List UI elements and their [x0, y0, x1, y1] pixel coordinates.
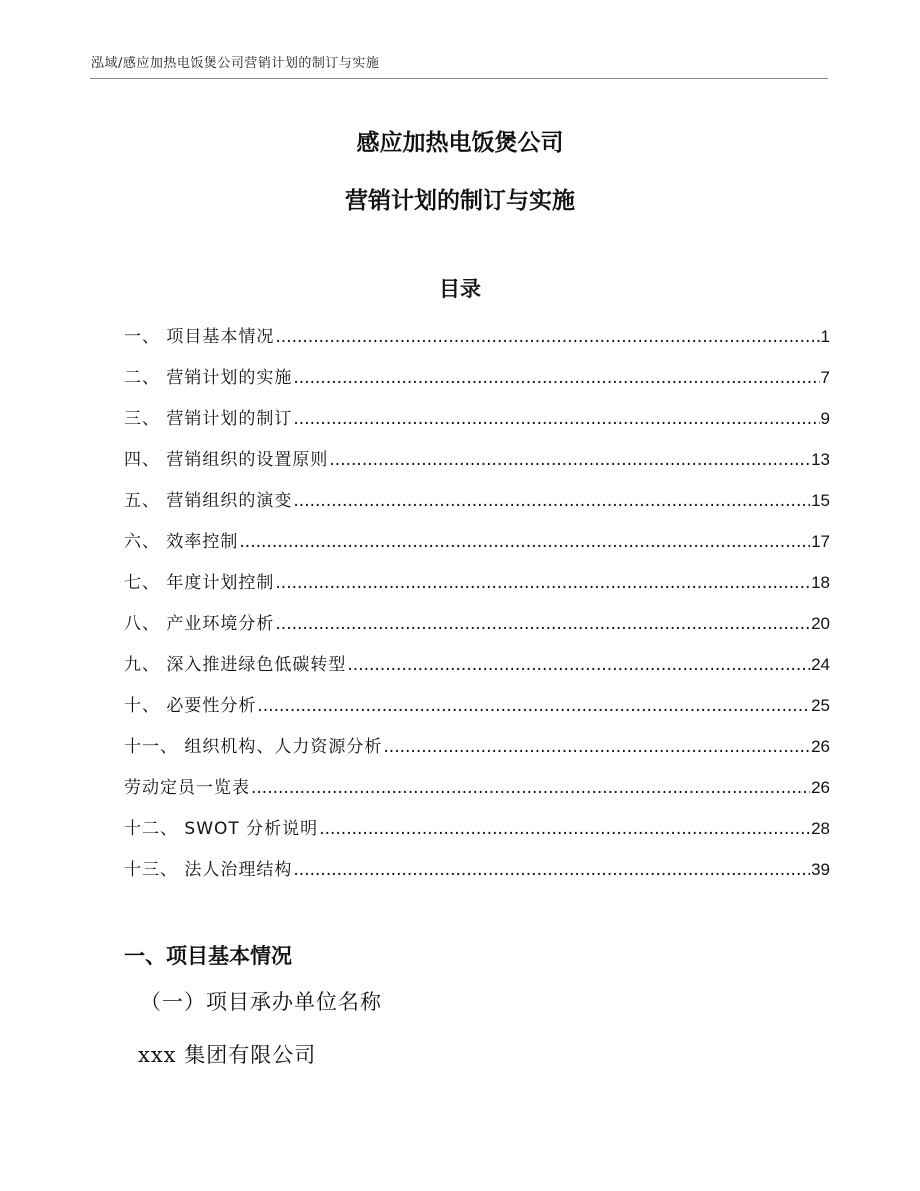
toc-entry-page: 25	[811, 696, 830, 715]
toc-entry-page: 17	[811, 532, 830, 551]
toc-entry-page: 18	[811, 573, 830, 592]
toc-leader-dots	[257, 691, 810, 721]
toc-entry-label: 六、 效率控制	[124, 532, 239, 552]
toc-leader-dots	[275, 568, 810, 598]
toc-entry[interactable]	[124, 609, 830, 650]
toc-entry[interactable]	[124, 445, 830, 486]
toc-entry-label: 八、 产业环境分析	[124, 614, 275, 634]
toc-entry-page: 26	[811, 778, 830, 797]
toc-entry-page: 13	[811, 450, 830, 469]
toc-entry[interactable]	[124, 814, 830, 855]
toc-entry-page: 28	[811, 819, 830, 838]
toc-entry-page: 39	[811, 860, 830, 879]
toc-entry-label: 三、 营销计划的制订	[124, 409, 293, 429]
document-title-line2: 营销计划的制订与实施	[345, 188, 575, 214]
toc-entry-page: 7	[820, 368, 830, 387]
document-title-line1: 感应加热电饭煲公司	[356, 130, 564, 156]
toc-leader-dots	[319, 814, 810, 844]
toc-leader-dots	[347, 650, 810, 680]
toc-leader-dots	[251, 773, 810, 803]
toc-entry[interactable]	[124, 363, 830, 404]
toc-entry-label: 十一、 组织机构、人力资源分析	[124, 737, 383, 757]
toc-entry[interactable]	[124, 732, 830, 773]
toc-entry-label: 一、 项目基本情况	[124, 327, 275, 347]
toc-entry[interactable]	[124, 773, 830, 814]
toc-entry-label: 十二、 SWOT 分析说明	[124, 819, 319, 839]
toc-leader-dots	[293, 404, 819, 434]
toc-entry-page: 15	[811, 491, 830, 510]
toc-leader-dots	[293, 855, 810, 885]
toc-entry[interactable]	[124, 486, 830, 527]
toc-leader-dots	[329, 445, 810, 475]
section-heading: 一、项目基本情况	[124, 944, 292, 968]
toc-entry-label: 劳动定员一览表	[124, 778, 250, 798]
toc-entry[interactable]	[124, 691, 830, 732]
toc-entry[interactable]	[124, 650, 830, 691]
table-of-contents	[124, 322, 830, 896]
toc-leader-dots	[383, 732, 810, 762]
toc-entry[interactable]	[124, 404, 830, 445]
toc-leader-dots	[293, 363, 819, 393]
body-paragraph: xxx 集团有限公司	[138, 1043, 317, 1067]
header-divider	[90, 78, 828, 79]
toc-entry-page: 20	[811, 614, 830, 633]
toc-heading: 目录	[439, 277, 481, 301]
toc-entry-label: 九、 深入推进绿色低碳转型	[124, 655, 347, 675]
toc-entry[interactable]	[124, 322, 830, 363]
toc-entry[interactable]	[124, 855, 830, 896]
toc-entry-label: 五、 营销组织的演变	[124, 491, 293, 511]
toc-entry-label: 二、 营销计划的实施	[124, 368, 293, 388]
toc-entry-label: 十三、 法人治理结构	[124, 860, 293, 880]
toc-leader-dots	[275, 609, 810, 639]
toc-entry-page: 24	[811, 655, 830, 674]
subsection-heading: （一）项目承办单位名称	[140, 990, 382, 1014]
toc-entry-page: 26	[811, 737, 830, 756]
toc-leader-dots	[239, 527, 810, 557]
toc-entry-label: 四、 营销组织的设置原则	[124, 450, 329, 470]
toc-entry-label: 十、 必要性分析	[124, 696, 257, 716]
toc-entry[interactable]	[124, 568, 830, 609]
toc-leader-dots	[275, 322, 819, 352]
toc-leader-dots	[293, 486, 810, 516]
toc-entry-page: 9	[820, 409, 830, 428]
toc-entry-page: 1	[820, 327, 830, 346]
running-header: 泓域/感应加热电饭煲公司营销计划的制订与实施	[91, 56, 380, 71]
toc-entry[interactable]	[124, 527, 830, 568]
toc-entry-label: 七、 年度计划控制	[124, 573, 275, 593]
